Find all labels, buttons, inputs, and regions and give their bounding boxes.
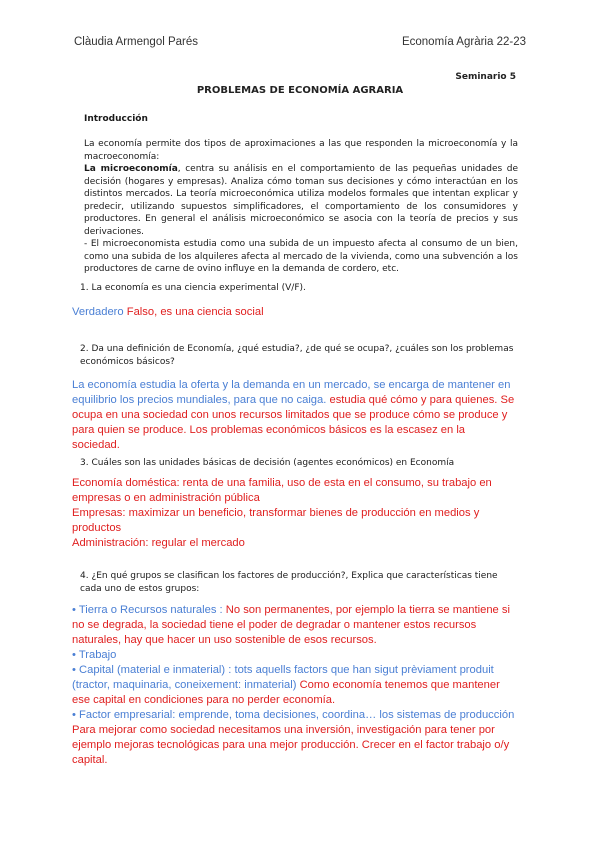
answer-4-entrepreneur-text: Para mejorar como sociedad necesitamos una inversión, investigación para tener por ejemplo mejoras tecnológicas para una mejor producción. Crecer en el factor trabajo o/y capital. bbox=[72, 724, 510, 766]
answer-3 bbox=[72, 476, 516, 551]
answer-3-companies: Empresas: maximizar un beneficio, transformar bienes de producción en medios y productos bbox=[72, 507, 480, 534]
answer-4-capital bbox=[72, 663, 516, 708]
seminar-label: Seminario 5 bbox=[455, 72, 516, 82]
answer-4-land-label: • Tierra o Recursos naturales : bbox=[72, 604, 223, 616]
answer-4-entrepreneur-label: • Factor empresarial: emprende, toma decisiones, coordina… los sistemas de producción bbox=[72, 709, 515, 721]
answer-4-capital-label: • Capital (material e inmaterial) : tots aquells factors que han sigut prèviament produit (tractor, maquinaria, coneixement: inmaterial) bbox=[72, 664, 494, 691]
intro-body bbox=[84, 138, 518, 276]
intro-microeconomy-term: La microeconomía bbox=[84, 164, 178, 174]
intro-paragraph-3: - El microeconomista estudia como una subida de un impuesto afecta al consumo de un bien, como una subida de los alquileres afecta al mercado de la vivienda, como una subvención a los productores de carne de ovino influye en la demanda de cordero, etc. bbox=[84, 239, 518, 274]
intro-paragraph-2 bbox=[84, 163, 518, 238]
answer-4 bbox=[72, 603, 516, 768]
course-name: Economía Agrària 22-23 bbox=[401, 36, 526, 48]
answer-2-student: La economía estudia la oferta y la demanda en un mercado, se encarga de mantener en equilibrio los precios mundiales, para que no caiga. bbox=[72, 379, 511, 406]
page-header bbox=[74, 36, 526, 52]
question-4: 4. ¿En qué grupos se clasifican los factores de producción?, Explica que características tiene cada uno de estos grupos: bbox=[80, 571, 498, 594]
answer-2-correction: estudia qué cómo y para quienes. Se ocupa en una sociedad con unos recursos limitados que se produce cómo se produce y para quien se produce. Los problemas económicos básicos es la escasez en la sociedad. bbox=[72, 394, 515, 451]
answer-4-capital-text: Como economía tenemos que mantener ese capital en condiciones para no perder economía. bbox=[72, 679, 500, 706]
answer-4-work: • Trabajo bbox=[72, 649, 117, 661]
document-title: PROBLEMAS DE ECONOMÍA AGRARIA bbox=[196, 85, 404, 96]
answer-2 bbox=[72, 378, 516, 453]
question-1: 1. La economía es una ciencia experimental (V/F). bbox=[80, 283, 306, 293]
answer-4-entrepreneur bbox=[72, 708, 516, 768]
answer-1-student: Verdadero bbox=[72, 306, 124, 318]
answer-1 bbox=[72, 305, 516, 320]
question-2: 2. Da una definición de Economía, ¿qué estudia?, ¿de qué se ocupa?, ¿cuáles son los problemas económicos básicos? bbox=[80, 344, 514, 367]
answer-1-correction: Falso, es una ciencia social bbox=[126, 306, 264, 318]
answer-4-land bbox=[72, 603, 516, 648]
question-3: 3. Cuáles son las unidades básicas de decisión (agentes económicos) en Economía bbox=[80, 458, 455, 468]
answer-4-land-text: No son permanentes, por ejemplo la tierra se mantiene si no se degrada, la sociedad tiene el poder de degradar o mantener estos recursos naturales, hay que hacer un uso sostenible de esos recursos. bbox=[72, 604, 510, 646]
answer-3-household: Economía doméstica: renta de una familia, uso de esta en el consumo, su trabajo en empresas o en administración pública bbox=[72, 477, 492, 504]
intro-microeconomy-text: , centra su análisis en el comportamiento de las pequeñas unidades de decisión (hogares y empresas). Analiza cómo toman sus decisiones y cómo interactúan en los distintos mercados. La teoría microeconómica utiliza modelos formales que intentan explicar y predecir, utilizando supuestos simplificadores, el comportamiento de los consumidores y productores. En general el análisis microeconómico se asocia con la teoría de precios y sus derivaciones. bbox=[84, 164, 519, 237]
author-name: Clàudia Armengol Parés bbox=[74, 36, 199, 48]
intro-paragraph-1: La economía permite dos tipos de aproximaciones a las que responden la microeconomía y la macroeconomía: bbox=[84, 139, 518, 162]
intro-heading: Introducción bbox=[84, 114, 148, 124]
answer-3-administration: Administración: regular el mercado bbox=[72, 537, 245, 549]
